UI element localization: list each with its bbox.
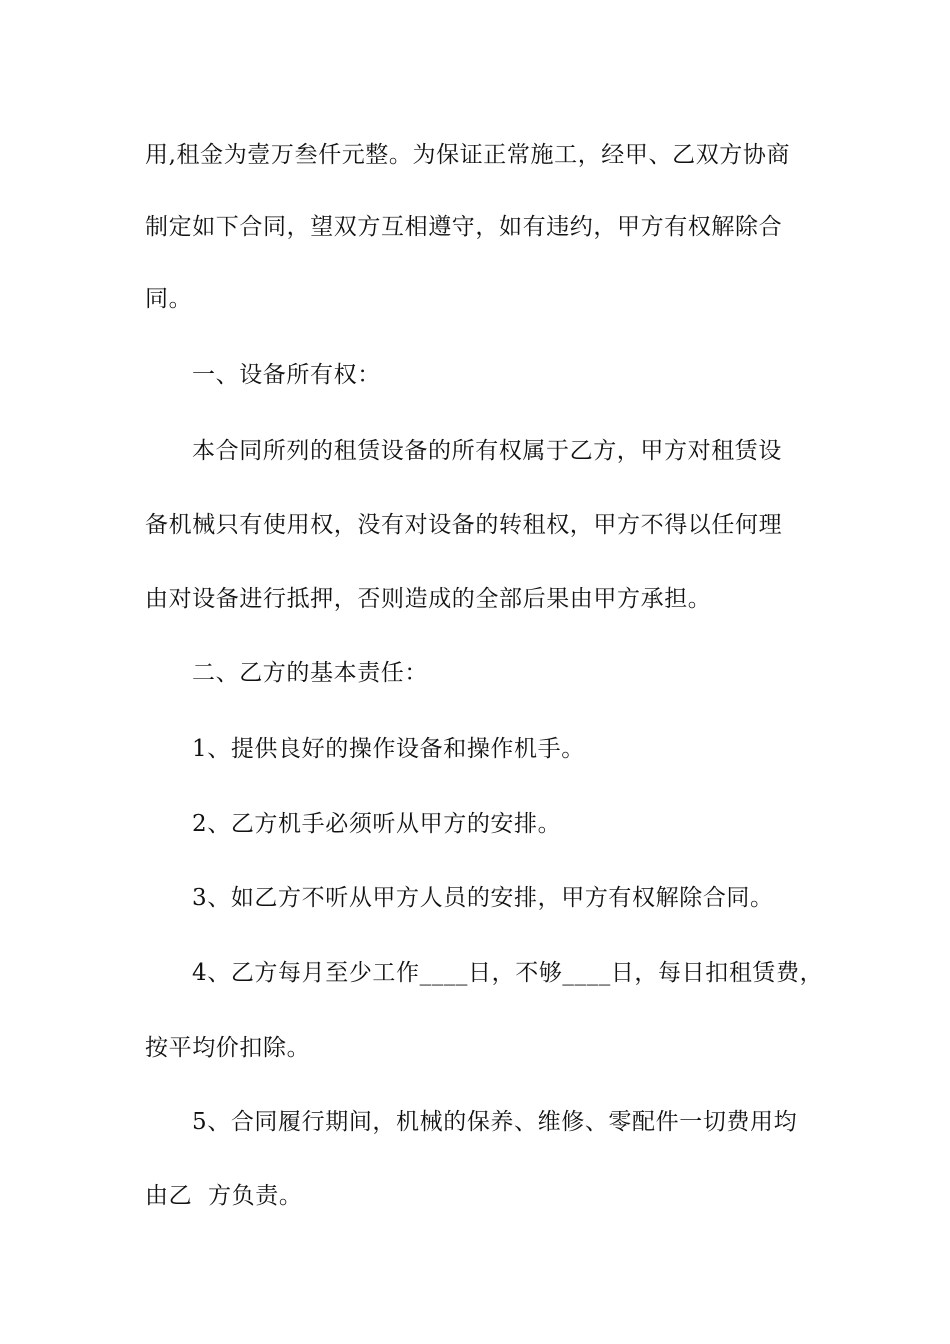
list-item: 3、如乙方不听从甲方人员的安排，甲方有权解除合同。	[192, 885, 774, 911]
text-line: 按平均价扣除。	[145, 1035, 311, 1061]
list-item: 4、乙方每月至少工作____日，不够____日，每日扣租赁费，	[192, 960, 824, 986]
text-line: 用,租金为壹万叁仟元整。为保证正常施工，经甲、乙双方协商	[145, 142, 791, 168]
text-line: 本合同所列的租赁设备的所有权属于乙方，甲方对租赁设	[192, 438, 782, 464]
list-item: 2、乙方机手必须听从甲方的安排。	[192, 811, 562, 837]
text-line: 制定如下合同，望双方互相遵守，如有违约，甲方有权解除合	[145, 214, 783, 240]
list-item: 5、合同履行期间，机械的保养、维修、零配件一切费用均	[192, 1109, 798, 1135]
section-heading: 二、乙方的基本责任：	[192, 660, 428, 686]
text-line: 同。	[145, 286, 193, 312]
text-line: 由乙 方负责。	[145, 1183, 303, 1209]
section-heading: 一、设备所有权：	[192, 362, 381, 388]
text-line: 备机械只有使用权，没有对设备的转租权，甲方不得以任何理	[145, 512, 783, 538]
text-line: 由对设备进行抵押，否则造成的全部后果由甲方承担。	[145, 586, 712, 612]
list-item: 1、提供良好的操作设备和操作机手。	[192, 736, 585, 762]
